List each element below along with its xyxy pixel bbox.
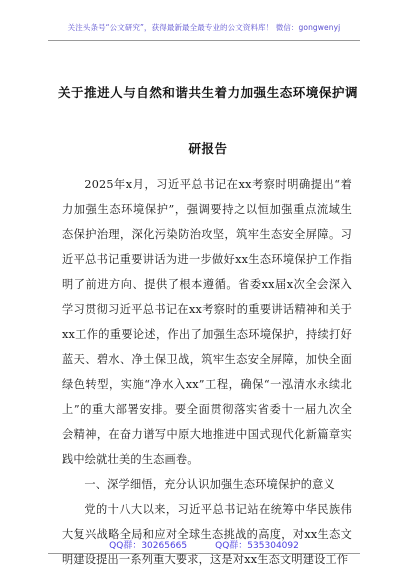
header-divider (48, 40, 360, 41)
document-body (62, 172, 352, 572)
section-heading-1: 一、深学细悟，充分认识加强生态环境保护的意义 (84, 478, 335, 491)
footer-divider (48, 553, 360, 554)
body-paragraph-intro: 2025年x月，习近平总书记在xx考察时明确提出“着力加强生态环境保护”，强调要持之以恒加强重点流域生态保护治理，深化污染防治攻坚，筑牢生态安全屏障。习近平总书记重要讲话为进一步做好xx生态环境保护工作指明了前进方向、提供了根本遵循。省委xx届x次全会深入学习贯彻习近平总书记在xx考察时的重要讲话精神和关于xx工作的重要论述，作出了加强生态环境保护，持续打好蓝天、碧水、净土保卫战，筑牢生态安全屏障，加快全面绿色转型，实施“净水入xx”工程，确保“一泓清水永续北上”的重大部署安排。要全面贯彻落实省委十一届九次全会精神，在奋力谱写中原大地推进中国式现代化新篇章实践中绘就壮美的生态画卷。 (62, 178, 352, 466)
document-title: 关于推进人与自然和谐共生着力加强生态环境保护调研报告 (58, 85, 358, 156)
header-banner: 关注头条号“公文研究”，获得最新最全最专业的公文资料库！ 微信：gongwenyj (67, 23, 341, 32)
qq-group-2: QQ群：535304092 (215, 541, 299, 551)
body-paragraph-section-1: 党的十八大以来，习近平总书记站在统筹中华民族伟大复兴战略全局和应对全球生态挑战的高度，对xx生态文明建设提出一系列重大要求，这是对xx生态文明建设工作 (62, 503, 352, 566)
qq-group-1: QQ群：30265665 (109, 541, 188, 551)
footer-contact (0, 538, 408, 551)
